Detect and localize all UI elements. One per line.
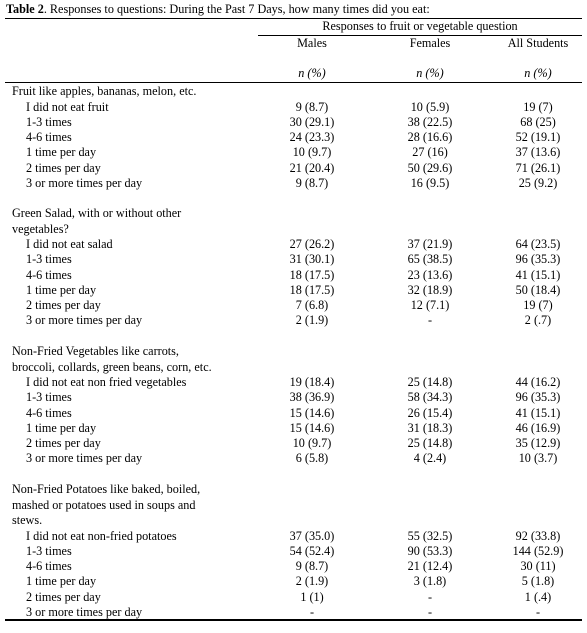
row-label: 1 time per day [26,282,97,297]
table-row [0,268,587,283]
cell-females: 25 (14.8) [407,436,453,451]
row-label: 1-3 times [26,390,72,405]
cell-all-students: 41 (15.1) [515,267,561,282]
cell-females: 50 (29.6) [407,160,453,175]
table-row [0,375,587,390]
table-caption-text: . Responses to questions: During the Past 7 Days, how many times did you eat: [43,2,430,16]
cell-males: 10 (9.7) [292,145,332,160]
table-caption [6,1,581,17]
row-label: 2 times per day [26,436,101,451]
cell-females: 12 (7.1) [410,298,450,313]
cell-all-students: 35 (12.9) [515,436,561,451]
table-section [0,482,587,620]
row-label: 3 or more times per day [26,313,143,328]
table-row [0,176,587,191]
cell-males: 9 (8.7) [295,559,329,574]
table-row [0,252,587,267]
cell-all-students: 5 (1.8) [521,574,555,589]
cell-females: 37 (21.9) [407,237,453,251]
cell-all-students: 52 (19.1) [515,130,561,145]
cell-males: 30 (29.1) [289,114,335,129]
cell-all-students: 46 (16.9) [515,420,561,435]
cell-females: 32 (18.9) [407,282,453,297]
table-row [0,544,587,559]
row-label: 2 times per day [26,298,101,313]
table-row [0,115,587,130]
cell-males: 37 (35.0) [289,528,335,543]
table-row [0,283,587,298]
table-section [0,206,587,329]
cell-females: 16 (9.5) [410,175,450,190]
table-caption-label: Table 2 [6,2,44,16]
row-label: 4-6 times [26,267,72,282]
bottom-rule [5,619,582,621]
row-label: 3 or more times per day [26,175,143,190]
cell-all-students: 25 (9.2) [518,175,558,190]
cell-females: 65 (38.5) [407,252,453,267]
row-label: I did not eat non-fried potatoes [26,528,177,543]
table-row [0,237,587,252]
cell-females: 25 (14.8) [407,375,453,389]
cell-all-students: 68 (25) [520,114,556,129]
cell-males: 15 (14.6) [289,420,335,435]
cell-females: 90 (53.3) [407,543,453,558]
table-row [0,590,587,605]
cell-females: 28 (16.6) [407,130,453,145]
row-label: I did not eat non fried vegetables [26,375,187,389]
units-males: n (%) [298,66,326,80]
section-title: Non-Fried Vegetables like carrots, broccoli, collards, green beans, corn, etc. [12,344,212,374]
cell-males: 6 (5.8) [295,451,329,466]
cell-males: - [309,604,315,619]
row-label: 1-3 times [26,114,72,129]
row-label: I did not eat fruit [26,99,109,114]
header-rule [5,82,582,83]
row-label: 3 or more times per day [26,451,143,466]
cell-females: - [427,589,433,604]
cell-females: - [427,604,433,619]
column-header-all-students: All Students [507,36,569,50]
cell-males: 54 (52.4) [289,543,335,558]
table-row [0,100,587,115]
table-row [0,451,587,466]
table-row [0,298,587,313]
row-label: 1 time per day [26,574,97,589]
cell-females: 55 (32.5) [407,528,453,543]
cell-all-students: 92 (33.8) [515,528,561,543]
table-row [0,161,587,176]
table-row [0,529,587,544]
cell-males: 21 (20.4) [289,160,335,175]
cell-males: 18 (17.5) [289,267,335,282]
row-label: I did not eat salad [26,237,113,251]
table-row [0,130,587,145]
row-label: 1-3 times [26,543,72,558]
table-row [0,605,587,620]
table-row [0,406,587,421]
cell-all-students: 41 (15.1) [515,405,561,420]
cell-females: 26 (15.4) [407,405,453,420]
cell-all-students: 44 (16.2) [515,375,561,389]
row-label: 2 times per day [26,589,101,604]
cell-all-students: 1 (.4) [524,589,552,604]
cell-males: 2 (1.9) [295,574,329,589]
cell-all-students: 96 (35.3) [515,252,561,267]
cell-females: 38 (22.5) [407,114,453,129]
table-row [0,390,587,405]
units-females: n (%) [416,66,444,80]
section-title: Fruit like apples, bananas, melon, etc. [12,84,197,98]
cell-males: 9 (8.7) [295,175,329,190]
row-label: 1 time per day [26,145,97,160]
cell-females: 23 (13.6) [407,267,453,282]
cell-males: 38 (36.9) [289,390,335,405]
cell-all-students: 30 (11) [520,559,556,574]
table-row [0,145,587,160]
column-spanner: Responses to fruit or vegetable question [322,19,518,33]
column-header-males: Males [297,36,327,50]
row-label: 2 times per day [26,160,101,175]
cell-all-students: 50 (18.4) [515,282,561,297]
cell-females: 27 (16) [412,145,448,160]
table-row [0,421,587,436]
cell-females: - [427,313,433,328]
cell-all-students: 19 (7) [523,99,553,114]
table-row [0,559,587,574]
cell-all-students: 19 (7) [523,298,553,313]
cell-all-students: 144 (52.9) [512,543,564,558]
cell-all-students: 37 (13.6) [515,145,561,160]
row-label: 3 or more times per day [26,604,143,619]
cell-all-students: 64 (23.5) [515,237,561,251]
cell-males: 9 (8.7) [295,99,329,114]
table-section [0,344,587,467]
cell-all-students: - [535,604,541,619]
cell-females: 31 (18.3) [407,420,453,435]
cell-males: 1 (1) [300,589,324,604]
cell-females: 3 (1.8) [413,574,447,589]
row-label: 4-6 times [26,130,72,145]
cell-all-students: 10 (3.7) [518,451,558,466]
cell-males: 10 (9.7) [292,436,332,451]
table-row [0,436,587,451]
cell-males: 31 (30.1) [289,252,335,267]
cell-females: 21 (12.4) [407,559,453,574]
row-label: 1-3 times [26,252,72,267]
cell-all-students: 2 (.7) [524,313,552,328]
cell-males: 7 (6.8) [295,298,329,313]
table-row [0,313,587,328]
cell-all-students: 96 (35.3) [515,390,561,405]
cell-males: 15 (14.6) [289,405,335,420]
units-all-students: n (%) [524,66,552,80]
table-row [0,574,587,589]
section-title: Green Salad, with or without other vegetables? [12,206,182,236]
row-label: 4-6 times [26,559,72,574]
cell-females: 4 (2.4) [413,451,447,466]
row-label: 4-6 times [26,405,72,420]
cell-males: 18 (17.5) [289,282,335,297]
cell-males: 24 (23.3) [289,130,335,145]
cell-females: 10 (5.9) [410,99,450,114]
cell-males: 27 (26.2) [289,237,335,251]
cell-females: 58 (34.3) [407,390,453,405]
row-label: 1 time per day [26,420,97,435]
column-header-females: Females [409,36,451,50]
section-title: Non-Fried Potatoes like baked, boiled, mashed or potatoes used in soups and stews. [12,482,201,527]
cell-males: 19 (18.4) [289,375,335,389]
cell-males: 2 (1.9) [295,313,329,328]
table-section [0,84,587,191]
cell-all-students: 71 (26.1) [515,160,561,175]
